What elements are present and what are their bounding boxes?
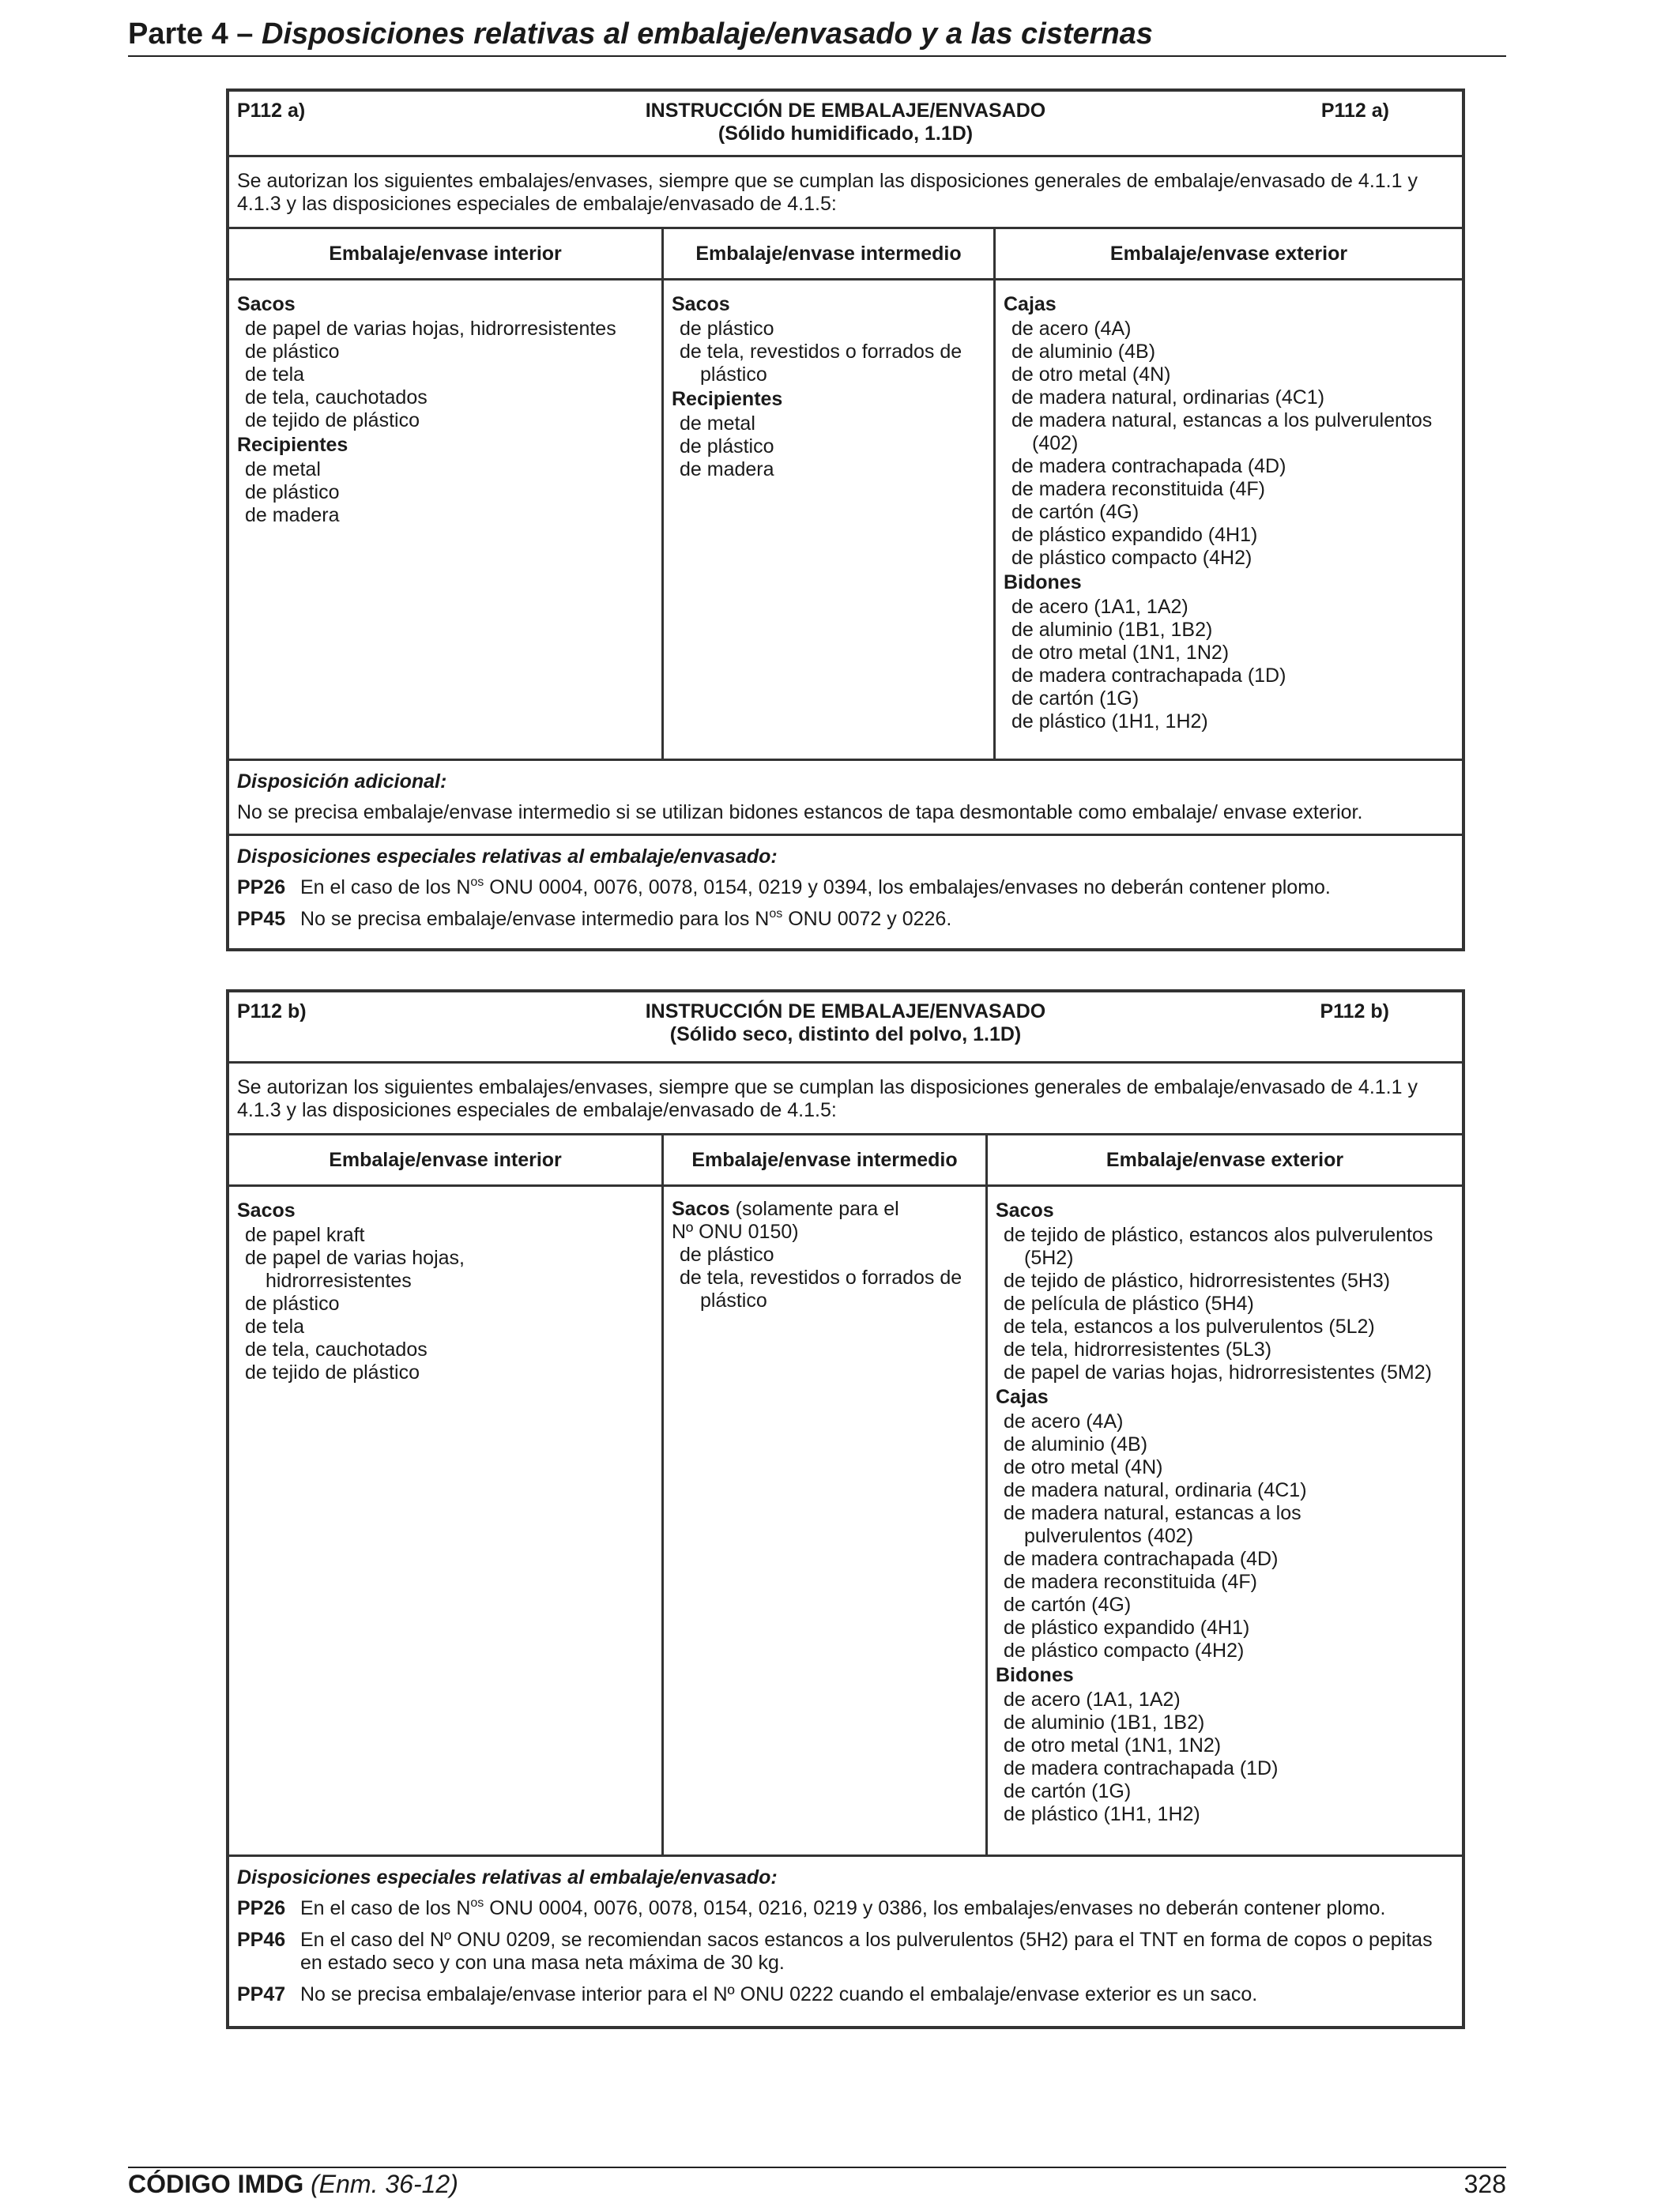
list-item: de acero (4A) (1004, 1410, 1124, 1433)
intro-text: Se autorizan los siguientes embalajes/envases, siempre que se cumplan las disposiciones generales de embalaje/envasado de 4.1.1 y 4.1.3 y las disposiciones especiales de embalaje/envasado de 4.1.5: (229, 1064, 1462, 1135)
list-item: de madera contrachapada (4D) (1011, 455, 1286, 477)
list-item: de metal (245, 458, 321, 480)
group-heading: Sacos (996, 1199, 1054, 1222)
page-header (128, 13, 1506, 57)
list-item: de cartón (1G) (1011, 687, 1139, 710)
provision-code: PP47 (237, 1983, 286, 2005)
provision-pp45 (237, 908, 1454, 931)
intermediate-packaging-list (664, 1187, 988, 1854)
list-item: de otro metal (1N1, 1N2) (1004, 1734, 1222, 1757)
list-item: de otro metal (4N) (1004, 1456, 1163, 1478)
list-item: de madera (680, 458, 774, 480)
group-heading: Sacos (672, 1198, 730, 1220)
list-item: de aluminio (4B) (1004, 1433, 1148, 1455)
list-item: (5H2) (1024, 1247, 1074, 1269)
provision-text-part: ONU 0004, 0076, 0078, 0154, 0219 y 0394, los embalajes/envases no deberán contener plomo. (484, 876, 1331, 898)
list-item: de acero (4A) (1011, 318, 1132, 340)
list-item: de plástico (245, 1293, 340, 1315)
instruction-title (229, 1000, 1462, 1046)
provision-text: No se precisa embalaje/envase interior para el Nº ONU 0222 cuando el embalaje/envase exterior es un saco. (300, 1983, 1258, 2005)
list-item: de aluminio (1B1, 1B2) (1004, 1711, 1205, 1734)
provision-code: PP26 (237, 876, 286, 898)
col-header-inner: Embalaje/envase interior (229, 229, 664, 278)
intermediate-packaging-list (664, 281, 996, 759)
list-item: de película de plástico (5H4) (1004, 1293, 1254, 1315)
intro-text: Se autorizan los siguientes embalajes/envases, siempre que se cumplan las disposiciones generales de embalaje/envasado de 4.1.1 y 4.1.3 y las disposiciones especiales de embalaje/envasado de 4.1.5: (229, 157, 1462, 229)
list-item: de madera contrachapada (4D) (1004, 1548, 1279, 1570)
list-item: de tela (245, 1316, 305, 1338)
instruction-table-p112a (226, 88, 1465, 951)
additional-heading: Disposición adicional: (237, 770, 447, 793)
subtitle-line: (Sólido humidificado, 1.1D) (718, 122, 974, 145)
inner-packaging-list (229, 1187, 664, 1854)
superscript: os (769, 907, 783, 921)
group-heading: Cajas (996, 1386, 1049, 1408)
group-heading: Sacos (672, 293, 730, 315)
col-header-outer: Embalaje/envase exterior (1106, 1149, 1344, 1171)
list-item: de madera natural, estancas a los (1004, 1502, 1301, 1524)
special-provisions (229, 836, 1462, 940)
group-heading: Cajas (1004, 293, 1057, 315)
provision-text (300, 876, 1454, 899)
provision-text-part: En el caso de los N (300, 876, 471, 898)
group-heading: Sacos (237, 293, 296, 315)
list-item: de madera reconstituida (4F) (1004, 1571, 1257, 1593)
list-item: de tela, estancos a los pulverulentos (5L2) (1004, 1316, 1375, 1338)
list-item: de plástico (245, 341, 340, 363)
provision-text-part: ONU 0004, 0076, 0078, 0154, 0216, 0219 y 0386, los embalajes/envases no deberán contener plomo. (484, 1897, 1386, 1919)
list-item: plástico (700, 1290, 767, 1312)
list-item: de madera contrachapada (1D) (1011, 665, 1286, 687)
provision-text-part: ONU 0072 y 0226. (782, 908, 952, 930)
list-item: de tela, revestidos o forrados de (680, 341, 962, 363)
provision-pp46 (237, 1929, 1454, 1975)
title-line: INSTRUCCIÓN DE EMBALAJE/ENVASADO (645, 100, 1046, 122)
list-item: de tejido de plástico, estancos alos pulverulentos (1004, 1224, 1433, 1246)
list-item: de papel de varias hojas, hidrorresistentes (5M2) (1004, 1361, 1432, 1384)
list-item: de madera natural, ordinaria (4C1) (1004, 1479, 1307, 1501)
list-item: de tejido de plástico (245, 1361, 420, 1384)
group-heading: Bidones (996, 1664, 1074, 1686)
list-item: de otro metal (1N1, 1N2) (1011, 642, 1230, 664)
additional-provision (229, 761, 1462, 836)
instruction-code: P112 b) (237, 1000, 307, 1022)
list-item: de plástico (1H1, 1H2) (1004, 1803, 1200, 1825)
list-item: de plástico expandido (4H1) (1004, 1617, 1250, 1639)
provision-pp26 (237, 876, 1454, 899)
group-note-continued: Nº ONU 0150) (672, 1221, 799, 1243)
header-part: Parte 4 – (128, 17, 262, 51)
list-item: de madera natural, estancas a los pulverulentos (1011, 409, 1433, 431)
list-item: de plástico (1H1, 1H2) (1011, 710, 1208, 732)
list-item: de tejido de plástico (245, 409, 420, 431)
list-item: de acero (1A1, 1A2) (1004, 1689, 1181, 1711)
footer-code (128, 2170, 458, 2199)
group-heading: Sacos (237, 1199, 296, 1222)
header-title: Disposiciones relativas al embalaje/envasado y a las cisternas (262, 17, 1153, 51)
special-heading: Disposiciones especiales relativas al embalaje/envasado: (237, 845, 778, 868)
provision-code: PP26 (237, 1897, 286, 1919)
page-number: 328 (1463, 2170, 1506, 2198)
group-heading: Recipientes (672, 388, 783, 410)
page-footer (128, 2167, 1506, 2198)
list-item: de papel kraft (245, 1224, 365, 1246)
list-item: de cartón (4G) (1011, 501, 1139, 523)
list-item: (402) (1032, 432, 1079, 454)
superscript: os (470, 875, 484, 889)
amendment: (Enm. 36-12) (311, 2170, 458, 2198)
col-header-outer: Embalaje/envase exterior (1109, 243, 1348, 265)
provision-code: PP45 (237, 908, 286, 930)
list-item: de plástico (680, 435, 774, 457)
list-item: de plástico compacto (4H2) (1011, 547, 1252, 569)
list-item: plástico (700, 363, 767, 386)
list-item: de otro metal (4N) (1011, 363, 1171, 386)
list-item: de plástico (245, 481, 340, 503)
instruction-code-right: P112 a) (1320, 100, 1389, 122)
provision-text (300, 908, 1454, 931)
column-headers (229, 229, 1462, 281)
provision-pp47 (237, 1983, 1454, 2006)
instruction-table-p112b (226, 989, 1465, 2029)
provision-code: PP46 (237, 1929, 286, 1951)
list-item: de cartón (4G) (1004, 1594, 1132, 1616)
list-item: de tela (245, 363, 305, 386)
list-item: de madera (245, 504, 340, 526)
instruction-code-right: P112 b) (1320, 1000, 1389, 1022)
col-header-intermediate: Embalaje/envase intermedio (664, 1135, 988, 1184)
column-headers (229, 1135, 1462, 1187)
list-item: de papel de varias hojas, hidrorresistentes (245, 318, 616, 340)
list-item: de plástico compacto (4H2) (1004, 1640, 1245, 1662)
group-heading: Recipientes (237, 434, 348, 456)
list-item: de plástico (680, 318, 774, 340)
col-header-intermediate: Embalaje/envase intermedio (664, 229, 996, 278)
list-item: de madera reconstituida (4F) (1011, 478, 1265, 500)
additional-text: No se precisa embalaje/envase intermedio si se utilizan bidones estancos de tapa desmontable como embalaje/ envase exterior. (237, 801, 1363, 823)
col-header-inner: Embalaje/envase interior (229, 1135, 664, 1184)
group-heading: Bidones (1004, 571, 1082, 593)
list-item: de cartón (1G) (1004, 1780, 1132, 1802)
list-item: de madera natural, ordinarias (4C1) (1011, 386, 1325, 409)
outer-packaging-list (988, 1187, 1462, 1854)
list-item: de metal (680, 412, 755, 435)
superscript: os (470, 1896, 484, 1910)
instruction-title (229, 100, 1462, 145)
table-header (229, 92, 1462, 157)
list-item: de aluminio (1B1, 1B2) (1011, 619, 1213, 641)
list-item: de aluminio (4B) (1011, 341, 1156, 363)
list-item: de tela, cauchotados (245, 386, 428, 409)
provision-text-part: No se precisa embalaje/envase intermedio para los N (300, 908, 770, 930)
special-provisions (229, 1857, 1462, 2016)
provision-text-part: En el caso de los N (300, 1897, 471, 1919)
group-heading-line (672, 1198, 977, 1221)
column-body (229, 281, 1462, 761)
provision-text: En el caso del Nº ONU 0209, se recomiendan sacos estancos a los pulverulentos (5H2) para el TNT en forma de copos o pepitas en estado seco y con una masa neta máxima de 30 kg. (300, 1929, 1433, 1974)
group-note: (solamente para el (729, 1198, 899, 1220)
list-item: de tejido de plástico, hidrorresistentes (5H3) (1004, 1270, 1391, 1292)
list-item: de plástico expandido (4H1) (1011, 524, 1258, 546)
list-item: de tela, cauchotados (245, 1339, 428, 1361)
outer-packaging-list (996, 281, 1462, 759)
list-item: de tela, hidrorresistentes (5L3) (1004, 1339, 1272, 1361)
list-item: de tela, revestidos o forrados de (680, 1267, 962, 1289)
title-line: INSTRUCCIÓN DE EMBALAJE/ENVASADO (645, 1000, 1046, 1022)
table-header (229, 992, 1462, 1064)
list-item: de plástico (680, 1244, 774, 1266)
column-body (229, 1187, 1462, 1857)
list-item: pulverulentos (402) (1024, 1525, 1194, 1547)
instruction-code: P112 a) (237, 100, 306, 122)
code-name: CÓDIGO IMDG (128, 2170, 311, 2198)
list-item: de madera contrachapada (1D) (1004, 1757, 1279, 1779)
inner-packaging-list (229, 281, 664, 759)
provision-pp26 (237, 1897, 1454, 1920)
subtitle-line: (Sólido seco, distinto del polvo, 1.1D) (669, 1023, 1022, 1045)
special-heading: Disposiciones especiales relativas al embalaje/envasado: (237, 1866, 778, 1888)
list-item: de papel de varias hojas, (245, 1247, 465, 1269)
list-item: de acero (1A1, 1A2) (1011, 596, 1188, 618)
list-item: hidrorresistentes (266, 1270, 412, 1292)
provision-text (300, 1897, 1454, 1920)
